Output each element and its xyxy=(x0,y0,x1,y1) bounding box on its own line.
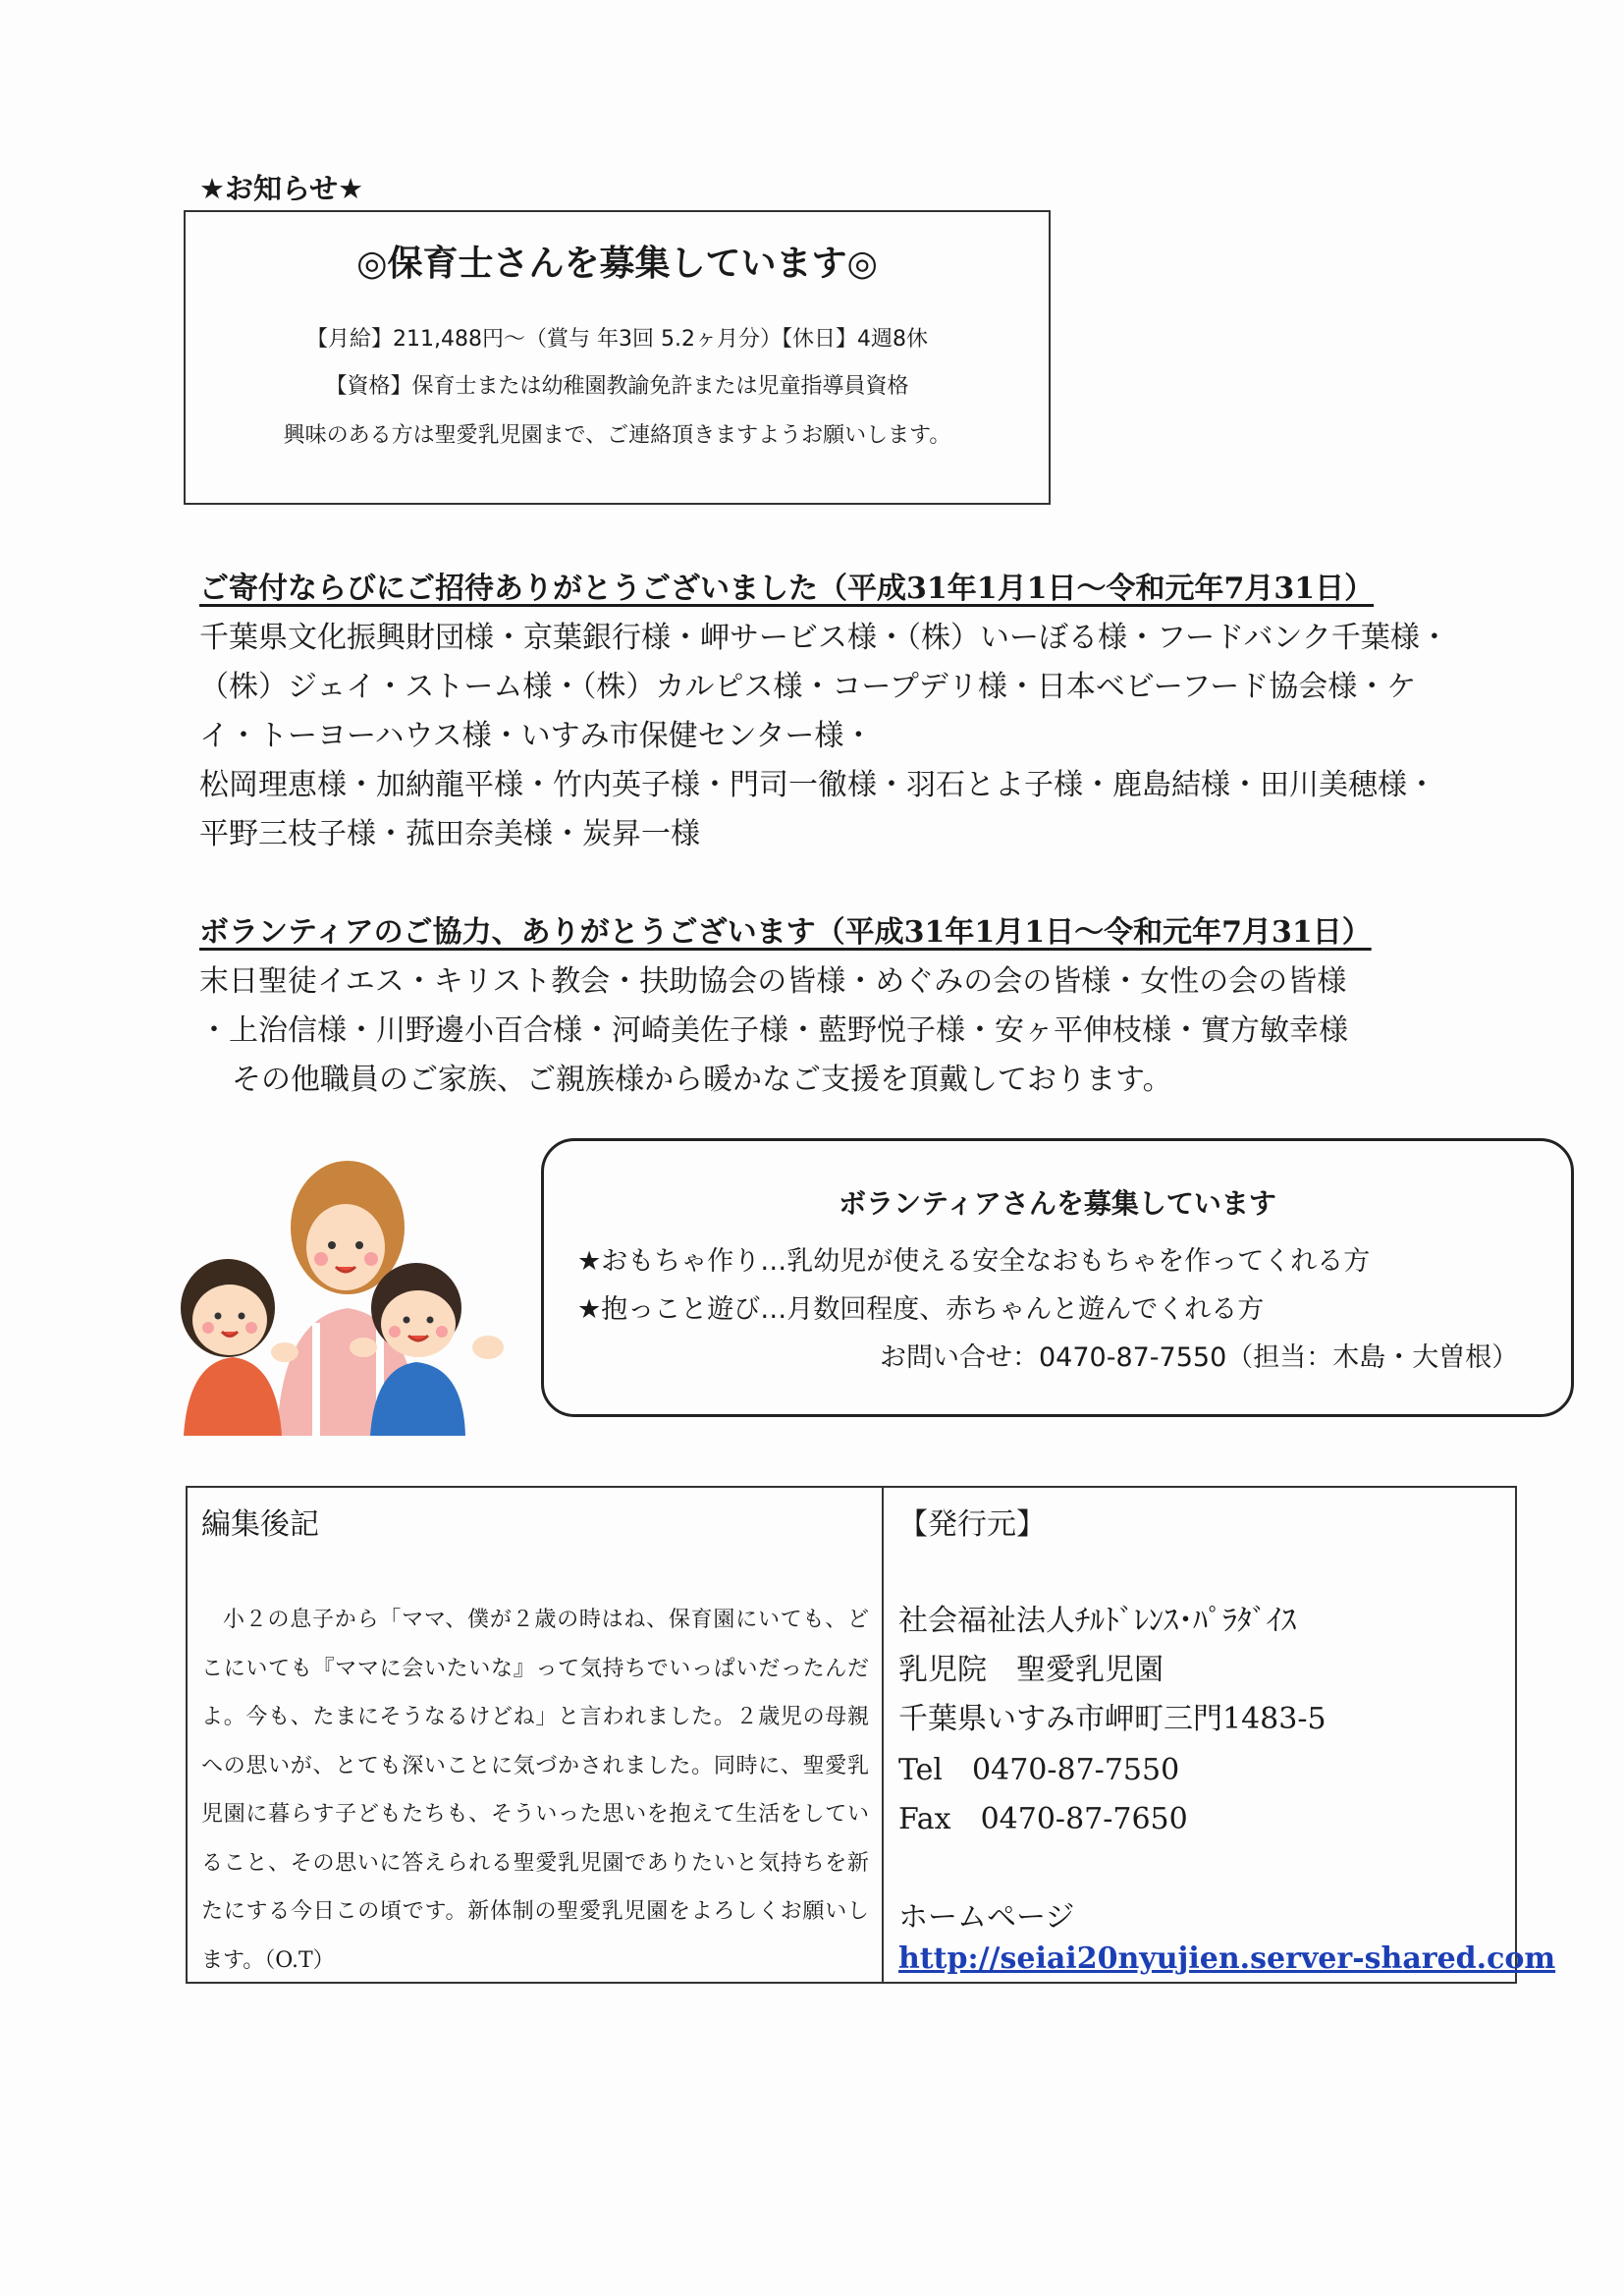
volunteer-line: その他職員のご家族、ご親族様から暖かなご支援を頂戴しております。 xyxy=(232,1063,1172,1097)
donor-line: 千葉県文化振興財団様・京葉銀行様・岬サービス様・（株）いーぼる様・フードバンク千葉様・ xyxy=(199,621,1449,655)
volunteer-recruit-title: ボランティアさんを募集しています xyxy=(839,1187,1276,1220)
toy-making-line: ★おもちゃ作り…乳幼児が使える安全なおもちゃを作ってくれる方 xyxy=(577,1246,1371,1277)
donor-line: 松岡理恵様・加納龍平様・竹内英子様・門司一徹様・羽石とよ子様・鹿島結様・田川美穂様・ xyxy=(199,768,1436,802)
donor-line: （株）ジェイ・ストーム様・（株）カルピス様・コープデリ様・日本ベビーフード協会様・ケ xyxy=(199,670,1417,704)
notice-heading: ★お知らせ★ xyxy=(199,172,364,205)
contact-request-line: 興味のある方は聖愛乳児園まで、ご連絡頂きますようお願いします。 xyxy=(283,423,951,448)
publisher-fax: Fax 0470-87-7650 xyxy=(898,1802,1188,1836)
publisher-name: 乳児院 聖愛乳児園 xyxy=(898,1653,1164,1687)
editor-publisher-table xyxy=(186,1486,1556,1984)
staff-recruit-box xyxy=(184,210,1051,505)
mother-children-illustration xyxy=(159,1151,532,1436)
qualification-line: 【資格】保育士または幼稚園教諭免許または児童指導員資格 xyxy=(325,374,909,399)
baby-play-line: ★抱っこと遊び…月数回程度、赤ちゃんと遊んでくれる方 xyxy=(577,1294,1265,1325)
volunteer-recruit-box xyxy=(541,1138,1574,1417)
donor-line: 平野三枝子様・菰田奈美様・炭昇一様 xyxy=(199,817,700,851)
publisher-org: 社会福祉法人ﾁﾙﾄﾞﾚﾝｽ･ﾊﾟﾗﾀﾞｲｽ xyxy=(898,1604,1296,1638)
volunteer-contact-line: お問い合せ：0470-87-7550（担当：木島・大曽根） xyxy=(880,1342,1519,1373)
volunteers-heading: ボランティアのご協力、ありがとうございます（平成31年1月1日～令和元年7月31日） xyxy=(199,915,1372,950)
homepage-link[interactable]: http://seiai20nyujien.server-shared.com xyxy=(898,1941,1556,1976)
editor-note-heading: 編集後記 xyxy=(201,1507,319,1542)
publisher-heading: 【発行元】 xyxy=(898,1507,1046,1542)
salary-line: 【月給】211,488円～（賞与 年3回 5.2ヶ月分）【休日】4週8休 xyxy=(306,327,928,352)
volunteer-line: 末日聖徒イエス・キリスト教会・扶助協会の皆様・めぐみの会の皆様・女性の会の皆様 xyxy=(199,964,1347,999)
table-divider xyxy=(882,1488,884,1982)
donor-line: イ・トーヨーハウス様・いすみ市保健センター様・ xyxy=(199,719,874,753)
publisher-address: 千葉県いすみ市岬町三門1483-5 xyxy=(898,1702,1326,1736)
donations-heading: ご寄付ならびにご招待ありがとうございました（平成31年1月1日～令和元年7月31日） xyxy=(199,572,1375,606)
volunteer-line: ・上治信様・川野邊小百合様・河崎美佐子様・藍野悦子様・安ヶ平伸枝様・實方敏幸様 xyxy=(199,1013,1348,1048)
staff-recruit-title: ◎保育士さんを募集しています◎ xyxy=(356,244,878,284)
publisher-tel: Tel 0470-87-7550 xyxy=(898,1753,1180,1787)
editor-note-text: 小２の息子から「ママ、僕が２歳の時はね、保育園にいても、どこにいても『ママに会いたいな』って気持ちでいっぱいだったんだよ。今も、たまにそうなるけどね」と言われました。２歳児の母親への思いが、とても深いことに気づかされました。同時に、聖愛乳児園に暮らす子どもたちも、そういった思いを抱えて生活をしていること、その思いに答えられる聖愛乳児園でありたいと気持ちを新たにする今日この頃です。新体制の聖愛乳児園をよろしくお願いします。（O.T） xyxy=(201,1608,869,1973)
homepage-label: ホームページ xyxy=(898,1900,1075,1935)
